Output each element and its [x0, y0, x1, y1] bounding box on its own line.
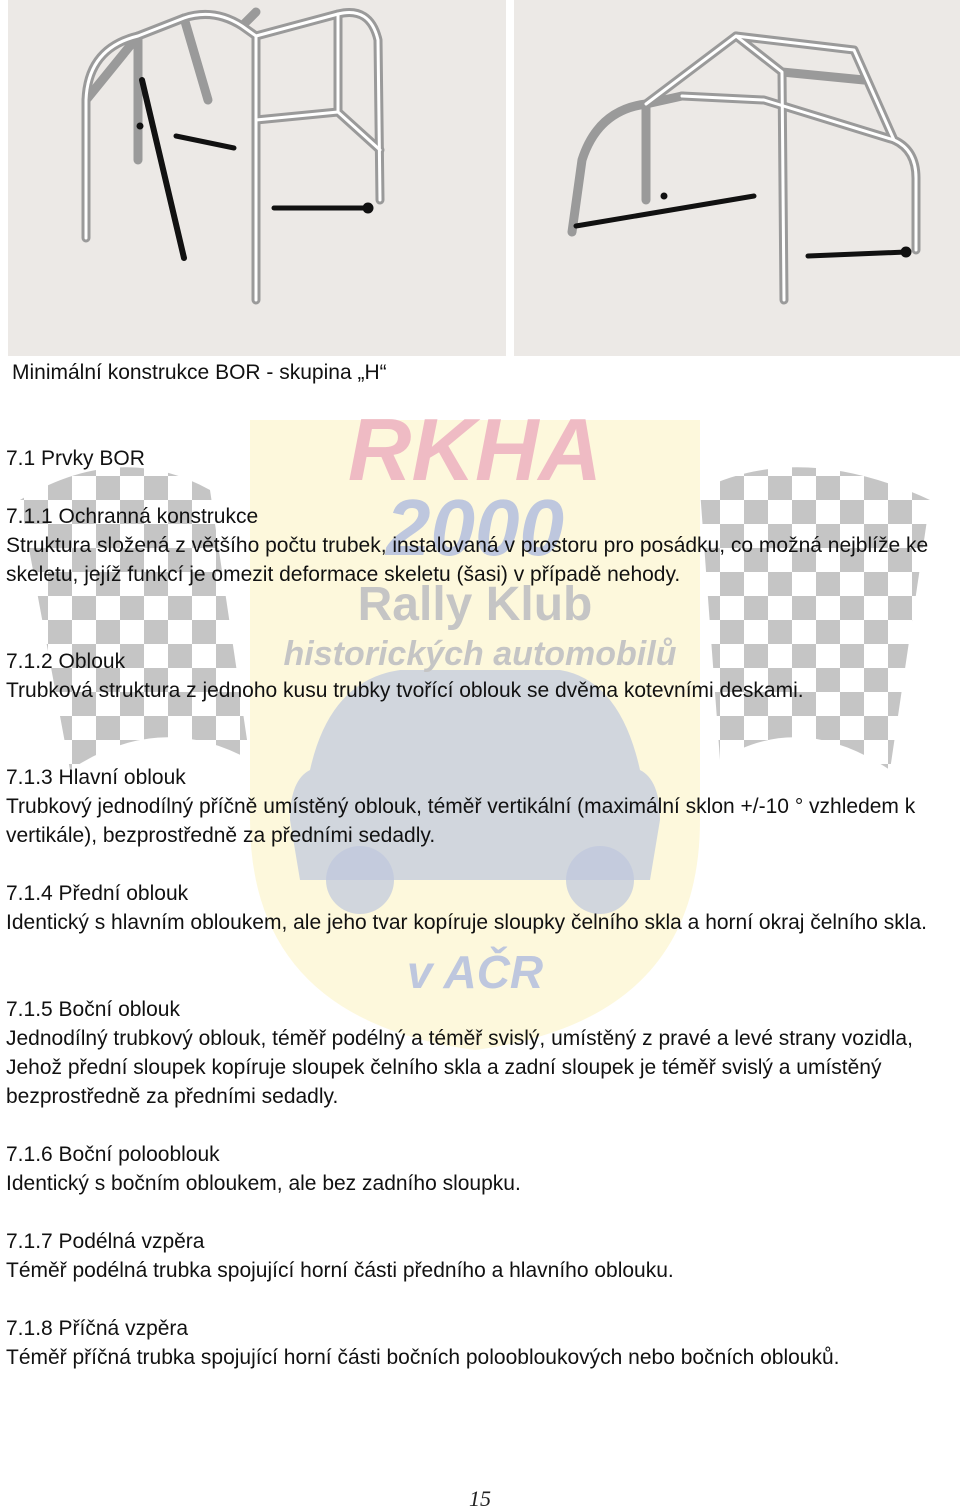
definition-body: Trubkový jednodílný příčně umístěný oblouk, téměř vertikální (maximální sklon +/-10 ° vzhledem k vertikále), bezprostředně za předními sedadly. [6, 795, 916, 847]
logo-text-rkha: RKHA [347, 400, 603, 499]
section-title: 7.1 Prvky BOR [6, 447, 145, 470]
logo-text-v-acr: v AČR [406, 946, 544, 998]
logo-text-2000: 2000 [386, 483, 564, 572]
definition-heading: 7.1.3 Hlavní oblouk [6, 766, 186, 789]
definition-heading: 7.1.8 Příčná vzpěra [6, 1317, 189, 1340]
definition-7-1-3 [6, 763, 956, 850]
definition-heading: 7.1.7 Podélná vzpěra [6, 1230, 205, 1253]
definition-7-1-5 [6, 995, 956, 1111]
roll-cage-right-svg [514, 0, 960, 356]
definition-body: Identický s bočním obloukem, ale bez zadního sloupku. [6, 1172, 521, 1195]
roll-cage-drawing-right [514, 0, 960, 356]
definition-heading: 7.1.6 Boční polooblouk [6, 1143, 220, 1166]
definition-heading: 7.1.5 Boční oblouk [6, 998, 180, 1021]
roll-cage-left-svg [8, 0, 506, 356]
definition-body: Trubková struktura z jednoho kusu trubky tvořící oblouk se dvěma kotevními deskami. [6, 679, 804, 702]
definition-7-1-1 [6, 502, 956, 589]
definition-7-1-2 [6, 647, 956, 705]
definition-7-1-6 [6, 1140, 956, 1198]
definition-heading: 7.1.1 Ochranná konstrukce [6, 505, 259, 528]
definition-heading: 7.1.4 Přední oblouk [6, 882, 189, 905]
page-number: 15 [469, 1486, 491, 1511]
definition-body: Téměř příčná trubka spojující horní části bočních poloobloukových nebo bočních oblouků. [6, 1346, 840, 1369]
definition-body: Identický s hlavním obloukem, ale jeho tvar kopíruje sloupky čelního skla a horní okraj čelního skla. [6, 911, 927, 934]
definition-7-1-8 [6, 1314, 956, 1372]
definition-body: Struktura složená z většího počtu trubek, instalovaná v prostoru pro posádku, co možná nejblíže ke skeletu, jejíž funkcí je omezit deformace skeletu (šasi) v případě nehody. [6, 534, 929, 586]
definition-7-1-7 [6, 1227, 956, 1285]
logo-text-historickych: historických automobilů [283, 635, 677, 673]
club-logo-svg [0, 380, 960, 1060]
definition-body: Jednodílný trubkový oblouk, téměř podélný a téměř svislý, umístěný z pravé a levé strany vozidla, Jehož přední sloupek kopíruje sloupek čelního skla a zadní sloupek je téměř svislý a umístěný bezprostředně za předními sedadly. [6, 1027, 913, 1108]
figure-caption: Minimální konstrukce BOR - skupina „H“ [12, 361, 387, 384]
roll-cage-drawing-left [8, 0, 506, 356]
logo-text-rally-klub: Rally Klub [357, 578, 593, 631]
club-logo-watermark [0, 380, 960, 1060]
definition-7-1-4 [6, 879, 956, 937]
definition-heading: 7.1.2 Oblouk [6, 650, 126, 673]
definition-body: Téměř podélná trubka spojující horní části předního a hlavního oblouku. [6, 1259, 674, 1282]
